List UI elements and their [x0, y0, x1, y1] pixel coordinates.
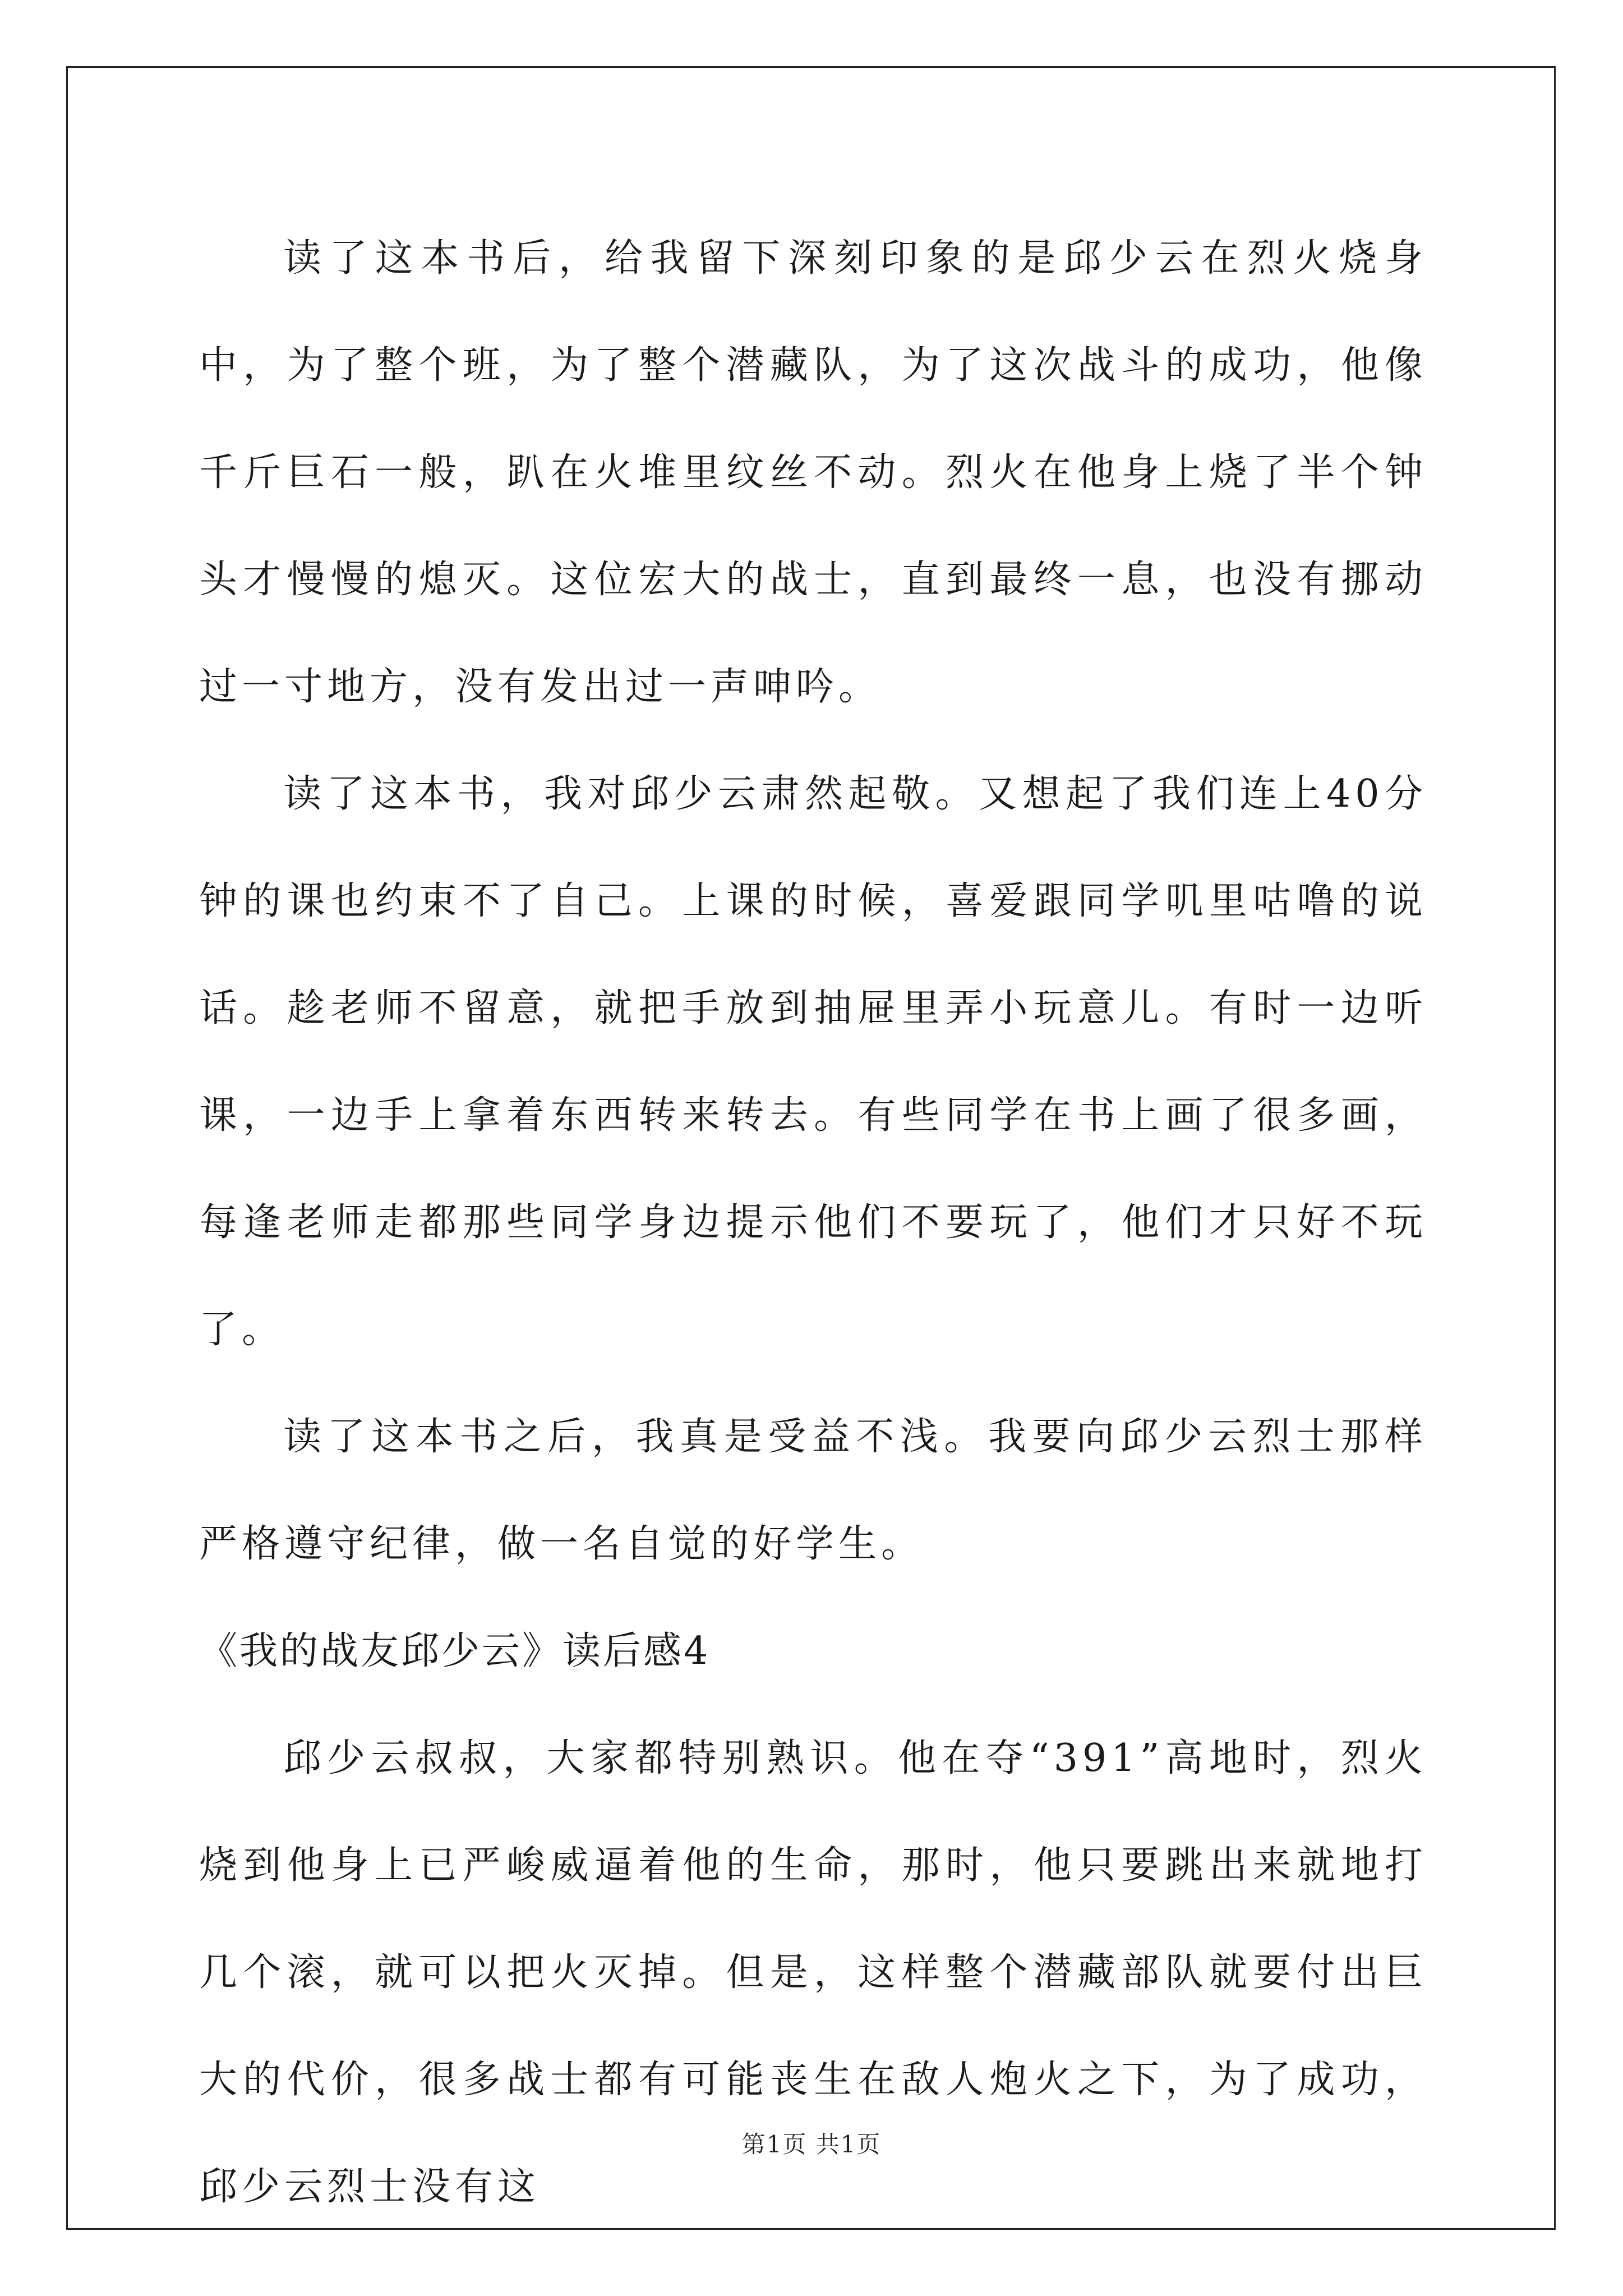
section-heading: 《我的战友邱少云》读后感4 — [199, 1629, 711, 1673]
section-paragraph-1: 邱少云叔叔，大家都特别熟识。他在夺“391”高地时，烈火烧到他身上已严峻威逼着他的生命，那时，他只要跳出来就地打几个滚，就可以把火灭掉。但是，这样整个潜藏部队就要付出巨大的代价，很多战士都有可能丧生在敌人炮火之下，为了成功，邱少云烈士没有这 — [199, 1736, 1427, 2209]
paragraph-1: 读了这本书后，给我留下深刻印象的是邱少云在烈火烧身中，为了整个班，为了整个潜藏队，为了这次战斗的成功，他像千斤巨石一般，趴在火堆里纹丝不动。烈火在他身上烧了半个钟头才慢慢的熄灭。这位宏大的战士，直到最终一息，也没有挪动过一寸地方，没有发出过一声呻吟。 — [199, 236, 1427, 709]
document-body — [199, 205, 1427, 2240]
paragraph-2: 读了这本书，我对邱少云肃然起敬。又想起了我们连上40分钟的课也约束不了自己。上课的时候，喜爱跟同学叽里咕噜的说话。趁老师不留意，就把手放到抽屉里弄小玩意儿。有时一边听课，一边手上拿着东西转来转去。有些同学在书上画了很多画，每逢老师走都那些同学身边提示他们不要玩了，他们才只好不玩了。 — [199, 772, 1427, 1352]
page-footer: 第1页 共1页 — [741, 2131, 882, 2158]
paragraph-3: 读了这本书之后，我真是受益不浅。我要向邱少云烈士那样严格遵守纪律，做一名自觉的好学生。 — [199, 1415, 1427, 1566]
